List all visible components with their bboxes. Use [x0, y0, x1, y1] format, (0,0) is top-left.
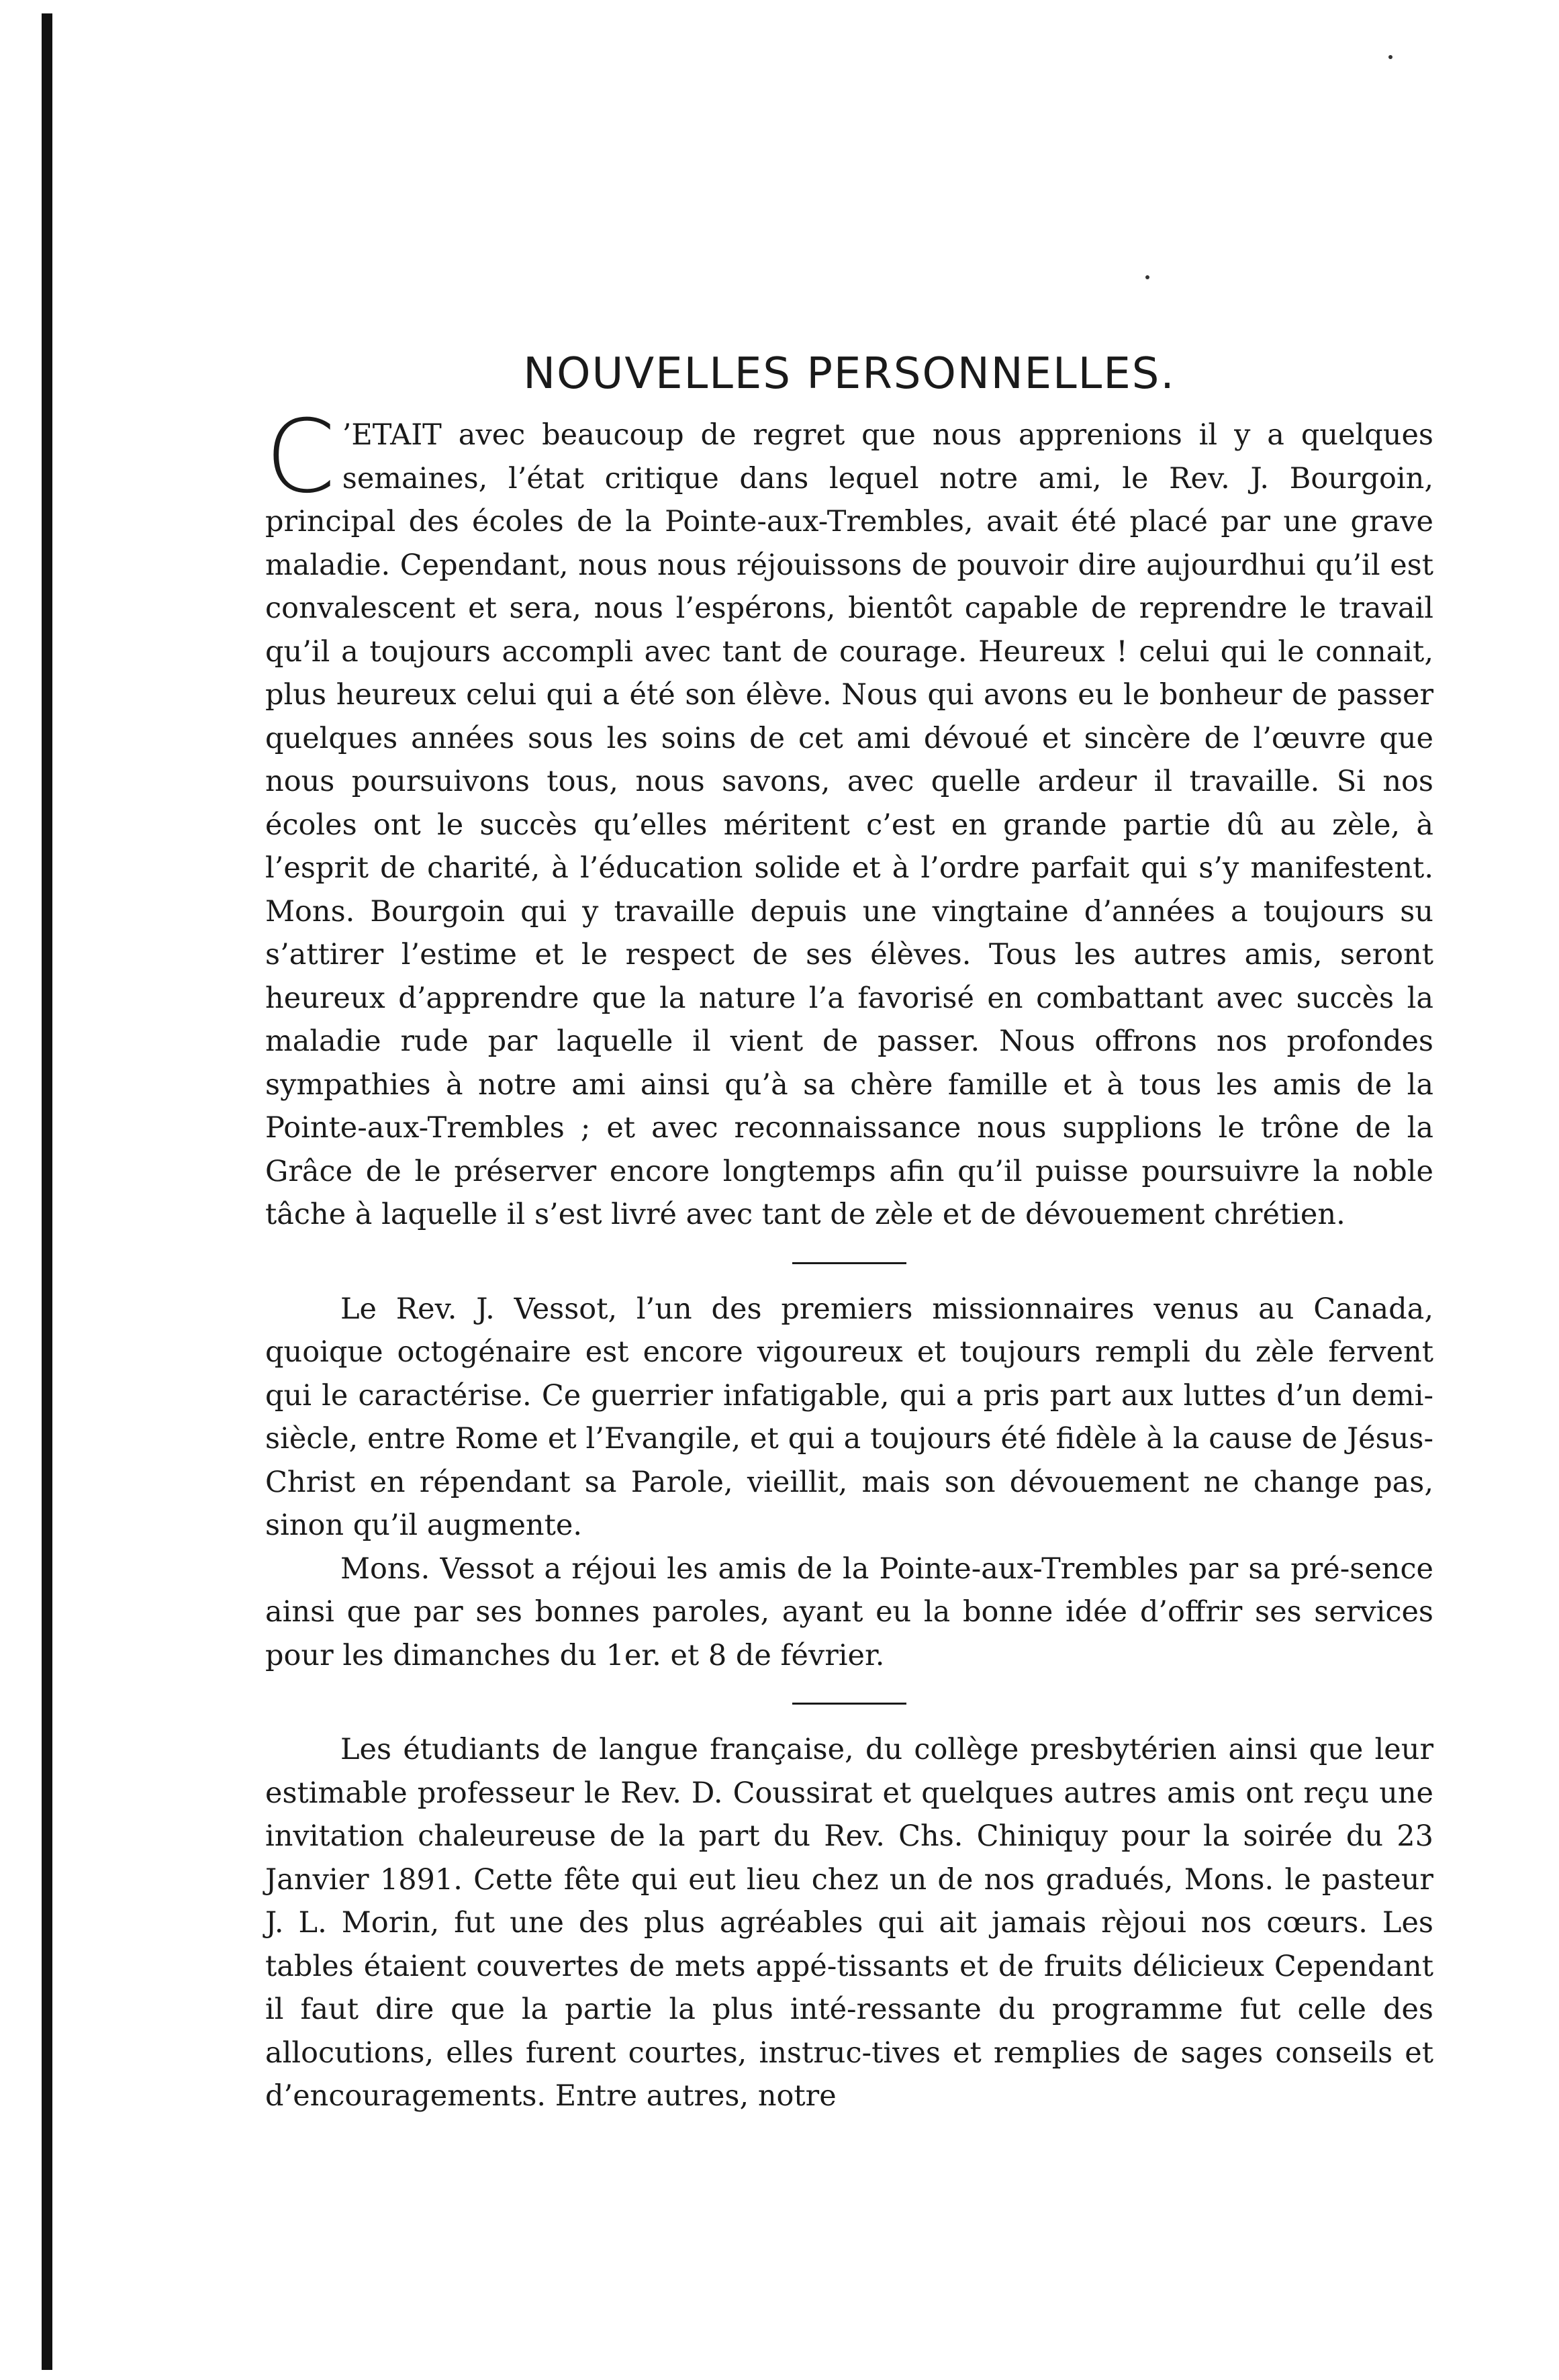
- drop-cap: C: [265, 399, 336, 516]
- scan-binding-edge: [42, 13, 52, 2370]
- scan-speck: [1388, 55, 1392, 59]
- scan-speck: [1145, 275, 1149, 279]
- section-divider: [792, 1703, 906, 1705]
- article-vessot-paragraph-2: Mons. Vessot a réjoui les amis de la Pointe-aux-Trembles par sa pré-sence ainsi que par ses bonnes paroles, ayant eu la bonne idée d’offrir ses services pour les dimanches du 1er. et 8 de février.: [265, 1552, 1433, 1672]
- article-chiniquy-paragraph: Les étudiants de langue française, du collège presbytérien ainsi que leur estimable professeur le Rev. D. Coussirat et quelques autres amis ont reçu une invitation chaleureuse de la part du Rev. Chs. Chiniquy pour la soirée du 23 Janvier 1891. Cette fête qui eut lieu chez un de nos gradués, Mons. le pasteur J. L. Morin, fut une des plus agréables qui ait jamais rèjoui nos cœurs. Les tables étaient couvertes de mets appé-tissants et de fruits délicieux Cependant il faut dire que la partie la plus inté-ressante du programme fut celle des allocutions, elles furent courtes, instruc-tives et remplies de sages conseils et d’encouragements. Entre autres, notre: [265, 1733, 1433, 2113]
- page-content: [265, 349, 1433, 2118]
- section-divider: [792, 1262, 906, 1264]
- article-bourgoin-text: ’ETAIT avec beaucoup de regret que nous apprenions il y a quelques semaines, l’état critique dans lequel notre ami, le Rev. J. Bourgoin, principal des écoles de la Pointe-aux-Trembles, avait été placé par une grave maladie. Cependant, nous nous réjouissons de pouvoir dire aujourdhui qu’il est convalescent et sera, nous l’espérons, bientôt capable de reprendre le travail qu’il a toujours accompli avec tant de courage. Heureux ! celui qui le connait, plus heureux celui qui a été son élève. Nous qui avons eu le bonheur de passer quelques années sous les soins de cet ami dévoué et sincère de l’œuvre que nous poursuivons tous, nous savons, avec quelle ardeur il travaille. Si nos écoles ont le succès qu’elles méritent c’est en grande partie dû au zèle, à l’esprit de charité, à l’éducation solide et à l’ordre parfait qui s’y manifestent. Mons. Bourgoin qui y travaille depuis une vingtaine d’années a toujours su s’attirer l’estime et le respect de ses élèves. Tous les autres amis, seront heureux d’apprendre que la nature l’a favorisé en combattant avec succès la maladie rude par laquelle il vient de passer. Nous offrons nos profondes sympathies à notre ami ainsi qu’à sa chère famille et à tous les amis de la Pointe-aux-Trembles ; et avec reconnaissance nous supplions le trône de la Grâce de le préserver encore longtemps afin qu’il puisse poursuivre la noble tâche à laquelle il s’est livré avec tant de zèle et de dévouement chrétien.: [265, 418, 1433, 1231]
- page-title: NOUVELLES PERSONNELLES.: [523, 349, 1176, 399]
- article-bourgoin: [265, 399, 1433, 1237]
- article-vessot-paragraph-1: Le Rev. J. Vessot, l’un des premiers missionnaires venus au Canada, quoique octogénaire est encore vigoureux et toujours rempli du zèle fervent qui le caractérise. Ce guerrier infatigable, qui a pris part aux luttes d’un demi-siècle, entre Rome et l’Evangile, et qui a toujours été fidèle à la cause de Jésus-Christ en répendant sa Parole, vieillit, mais son dévouement ne change pas, sinon qu’il augmente.: [265, 1292, 1433, 1542]
